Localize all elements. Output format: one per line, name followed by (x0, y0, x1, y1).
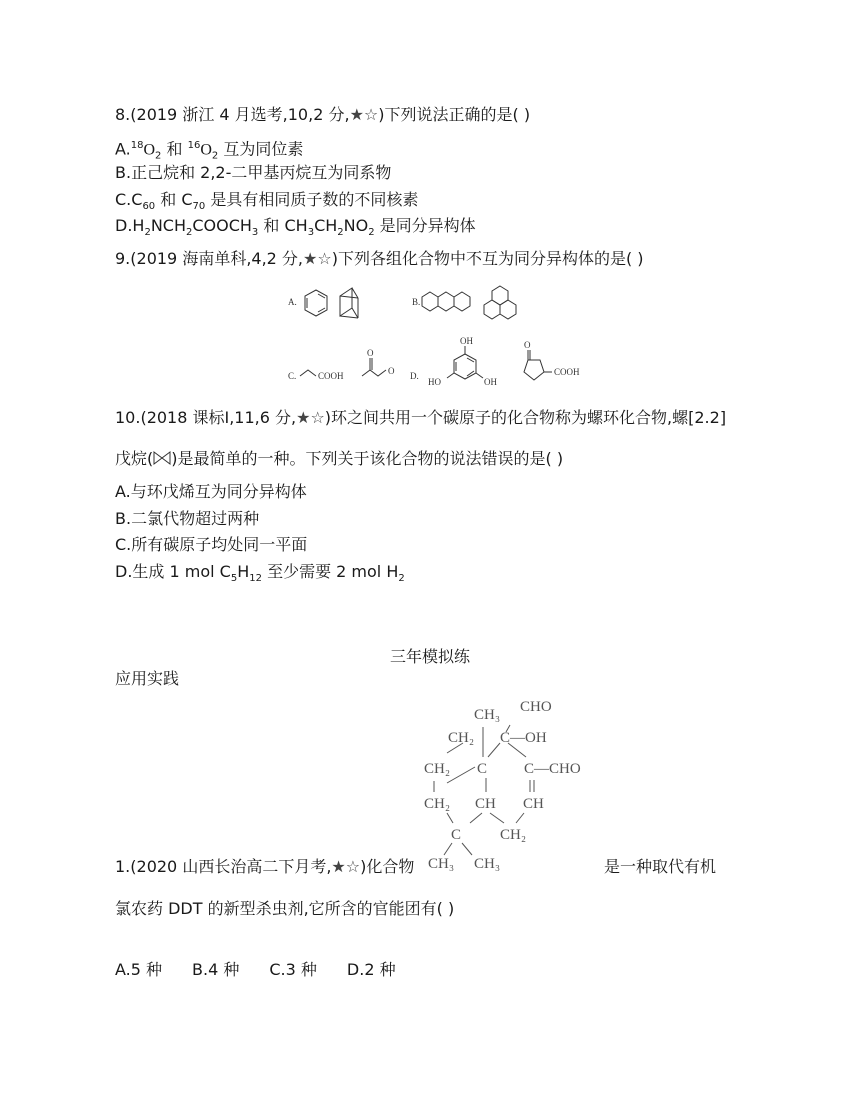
tricyclic-fused-structure (484, 286, 516, 319)
difficulty-stars-icon: ★☆ (296, 408, 325, 427)
ch2-a: CH₂ (448, 730, 475, 746)
q10-option-d: D.生成 1 mol $C_5H_{12}$ 至少需要 2 mol $H_2$ (115, 562, 405, 585)
c-oh: C—OH (500, 730, 547, 746)
c-bottom: C (451, 827, 462, 843)
q1-option-b: B.4 种 (192, 960, 240, 979)
q8-stem: 8.(2019 浙江 4 月选考,10,2 分,★☆)下列说法正确的是( ) (115, 105, 531, 124)
ch3-br: CH₃ (474, 856, 501, 872)
q1-structure-figure (420, 695, 610, 880)
ch-right: CH (523, 796, 544, 812)
ch3-bl: CH₃ (428, 856, 455, 872)
ch2-right: CH₂ (500, 827, 527, 843)
q1-options (115, 959, 396, 981)
c-cho: C—CHO (524, 761, 581, 777)
cyclopentanone-acid-structure (524, 350, 552, 380)
propanoic-acid-chain (300, 370, 316, 376)
q8-option-a: $A.^{18}O_2$ 和 $^{16}O_2$ 互为同位素 (115, 139, 304, 162)
q1-option-c: C.3 种 (269, 960, 317, 979)
q8-option-b: B.正己烷和 2,2-二甲基丙烷互为同系物 (115, 163, 392, 182)
ch2-left2: CH₂ (424, 796, 451, 812)
q1-stem-line2: 氯农药 DDT 的新型杀虫剂,它所含的官能团有( ) (115, 899, 455, 918)
cho-top: CHO (520, 699, 552, 715)
methyl-acetate-structure (362, 358, 386, 376)
q10-option-a: A.与环戊烯互为同分异构体 (115, 482, 307, 501)
q9-label-c: C. (288, 371, 297, 381)
q1-stem-after-structure: 是一种取代有机 (604, 857, 717, 876)
q8-option-c: $C.C_{60}$ 和 $C_{70}$ 是具有相同质子数的不同核素 (115, 190, 419, 213)
q8-option-d: $D.H_2NCH_2COOCH_3$ 和 $CH_3CH_2NO_2$ 是同分异构体 (115, 216, 476, 239)
subsection-title: 应用实践 (115, 669, 180, 688)
q1-option-d: D.2 种 (346, 960, 396, 979)
tricyclic-linear-structure (422, 292, 470, 311)
q1-stem: 1.(2020 山西长治高二下月考,★☆)化合物 (115, 857, 415, 876)
ch2-left1: CH₂ (424, 761, 451, 777)
q9-label-d: D. (410, 371, 419, 381)
q9-structures-figure (280, 278, 580, 393)
q10-option-b: B.二氯代物超过两种 (115, 509, 260, 528)
ketone-o-label: O (524, 340, 531, 350)
q9-label-a: A. (288, 297, 297, 307)
phloroglucinol-structure (447, 346, 483, 379)
difficulty-stars-icon: ★☆ (303, 249, 332, 268)
q10-option-c: C.所有碳原子均处同一平面 (115, 535, 308, 554)
ho-label: HO (428, 377, 441, 387)
difficulty-stars-icon: ★☆ (349, 105, 379, 124)
oh-label-right: OH (484, 377, 497, 387)
spiropentane-icon (153, 451, 171, 465)
ch3-top: CH₃ (474, 707, 501, 723)
ester-o-label: O (388, 366, 395, 376)
q9-stem: 9.(2019 海南单科,4,2 分,★☆)下列各组化合物中不互为同分异构体的是( ) (115, 249, 644, 268)
ch-mid: CH (475, 796, 496, 812)
cooh-label-d: COOH (554, 367, 580, 377)
q9-label-b: B. (412, 297, 421, 307)
oh-label-top: OH (460, 336, 473, 346)
difficulty-stars-icon: ★☆ (331, 857, 361, 876)
prismane-structure (340, 288, 358, 318)
section-title: 三年模拟练 (389, 647, 470, 666)
cooh-label: COOH (318, 371, 344, 381)
benzene-structure (305, 290, 327, 316)
carbonyl-o-label: O (367, 348, 374, 358)
q1-option-a: A.5 种 (115, 960, 163, 979)
c-center: C (477, 761, 488, 777)
q10-stem: 10.(2018 课标Ⅰ,11,6 分,★☆)环之间共用一个碳原子的化合物称为螺环化合物,螺[2.2] (115, 408, 727, 427)
q10-stem-line2: 戊烷( )是最简单的一种。下列关于该化合物的说法错误的是( ) (115, 449, 564, 468)
